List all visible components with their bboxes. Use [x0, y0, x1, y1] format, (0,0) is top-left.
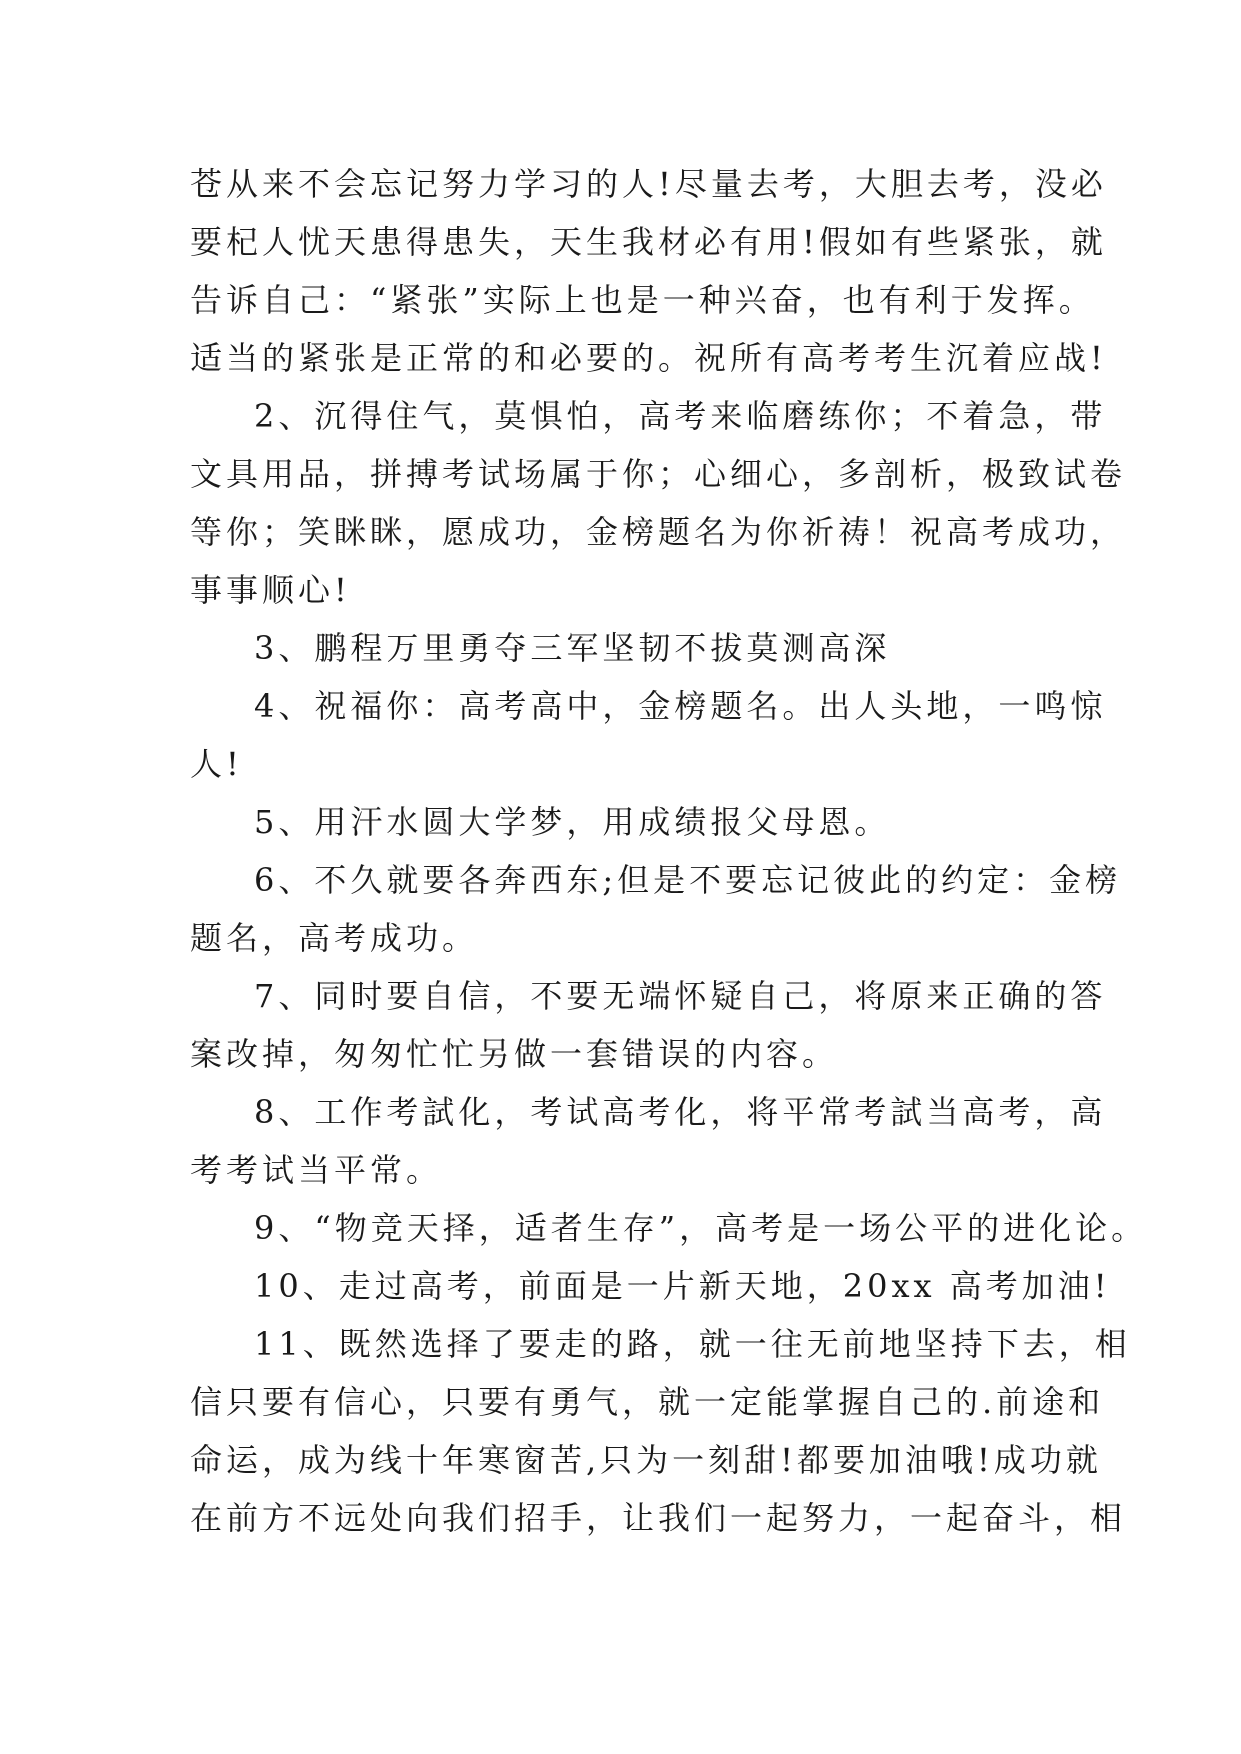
text-line: 题名，高考成功。: [190, 919, 479, 957]
paragraph-start-line: 8、工作考試化，考试高考化，将平常考試当高考，高: [254, 1093, 1107, 1131]
text-line: 等你；笑眯眯，愿成功，金榜题名为你祈祷！祝高考成功，: [190, 513, 1127, 551]
text-line: 告诉自己：“紧张”实际上也是一种兴奋，也有利于发挥。: [190, 281, 1095, 319]
paragraph-start-line: 9、“物竞天择，适者生存”，高考是一场公平的进化论。: [254, 1209, 1148, 1247]
text-line: 要杞人忧天患得患失，天生我材必有用!假如有些紧张，就: [190, 223, 1107, 261]
text-line: 在前方不远处向我们招手，让我们一起努力，一起奋斗，相: [190, 1499, 1127, 1537]
paragraph-start-line: 3、鹏程万里勇夺三军坚韧不拔莫测高深: [254, 629, 891, 667]
text-line: 人!: [190, 745, 243, 783]
paragraph-start-line: 2、沉得住气，莫惧怕，高考来临磨练你；不着急，带: [254, 397, 1107, 435]
document-body: [190, 155, 1148, 1547]
paragraph-start-line: 7、同时要自信，不要无端怀疑自己，将原来正确的答: [254, 977, 1107, 1015]
text-line: 案改掉，匆匆忙忙另做一套错误的内容。: [190, 1035, 839, 1073]
text-line: 考考试当平常。: [190, 1151, 443, 1189]
text-line: 文具用品，拼搏考试场属于你；心细心，多剖析，极致试卷: [190, 455, 1127, 493]
text-line: 信只要有信心，只要有勇气，就一定能掌握自己的.前途和: [190, 1383, 1105, 1421]
text-line: 事事顺心!: [190, 571, 351, 609]
text-line: 苍从来不会忘记努力学习的人!尽量去考，大胆去考，没必: [190, 165, 1107, 203]
paragraph-start-line: 4、祝福你：高考高中，金榜题名。出人头地，一鸣惊: [254, 687, 1107, 725]
text-line: 命运，成为线十年寒窗苦,只为一刻甜!都要加油哦!成功就: [190, 1441, 1102, 1479]
text-line: 适当的紧张是正常的和必要的。祝所有高考考生沉着应战!: [190, 339, 1107, 377]
paragraph-start-line: 6、不久就要各奔西东;但是不要忘记彼此的约定：金榜: [254, 861, 1122, 899]
paragraph-start-line: 11、既然选择了要走的路，就一往无前地坚持下去，相: [254, 1325, 1131, 1363]
paragraph-start-line: 10、走过高考，前面是一片新天地，20xx 高考加油!: [254, 1267, 1111, 1305]
paragraph-start-line: 5、用汗水圆大学梦，用成绩报父母恩。: [254, 803, 891, 841]
